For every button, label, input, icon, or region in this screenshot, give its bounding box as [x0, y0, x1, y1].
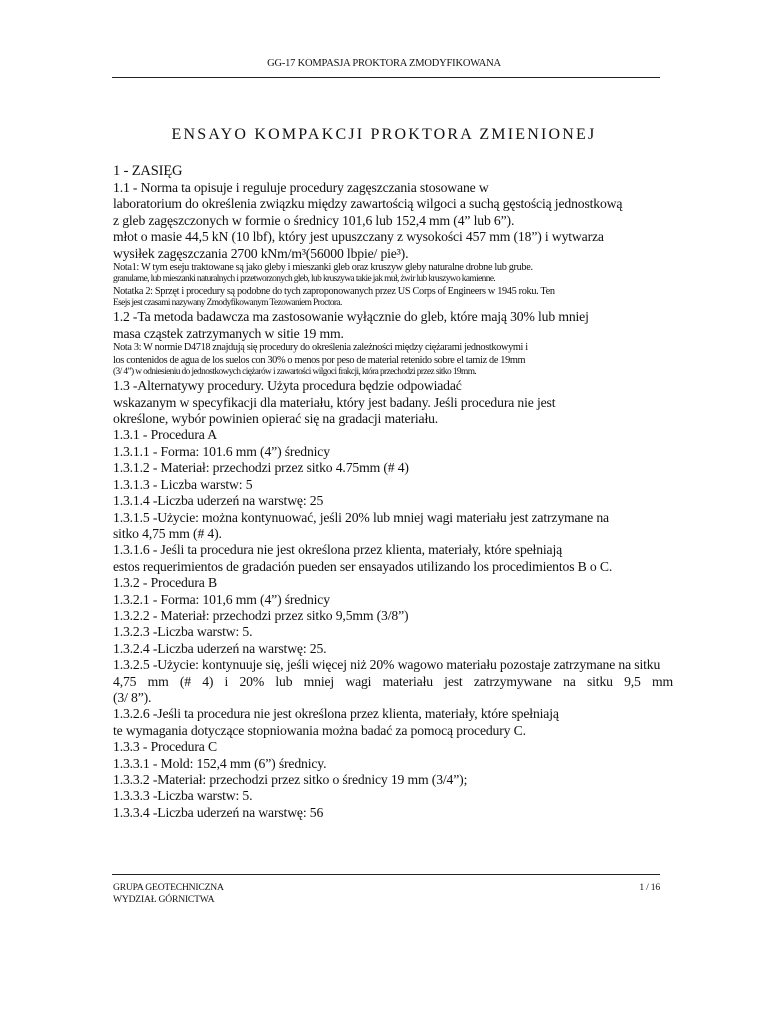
note-text-line: (3/ 4”) w odniesieniu do jednostkowych ciężarów i zawartości wilgoci frakcji, która przechodzi przez sitko 19mm. [113, 366, 477, 377]
note-text-line: Nota1: W tym eseju traktowane są jako gleby i mieszanki gleb oraz kruszyw gleby naturalne drobne lub grube. [113, 262, 533, 274]
body-text-line: 1.3.2.6 -Jeśli ta procedura nie jest określona przez klienta, materiały, które spełniają [113, 706, 559, 722]
body-text-line: 1.3.3 - Procedura C [113, 739, 217, 755]
body-text-line: 1.3.1.4 -Liczba uderzeń na warstwę: 25 [113, 493, 324, 509]
footer-org-line1: GRUPA GEOTECHNICZNA [113, 882, 224, 893]
footer-org [113, 882, 224, 905]
body-text-line: sitko 4,75 mm (# 4). [113, 525, 222, 541]
body-text-line: 1.2 -Ta metoda badawcza ma zastosowanie wyłącznie do gleb, które mają 30% lub mniej [113, 309, 589, 325]
body-text-line: 1.3.1.5 -Użycie: można kontynuować, jeśli 20% lub mniej wagi materiału jest zatrzymane na [113, 509, 609, 525]
body-text-line: 1.3.3.2 -Materiał: przechodzi przez sitko o średnicy 19 mm (3/4”); [113, 772, 468, 787]
note-text-line: los contenidos de agua de los suelos con 30% o menos por peso de material retenido sobre el tamiz de 19mm [113, 354, 526, 366]
note-text-line: Notatka 2: Sprzęt i procedury są podobne do tych zaproponowanych przez US Corps of Engineers w 1945 roku. Ten [113, 285, 555, 297]
body-text-line: te wymagania dotyczące stopniowania można badać za pomocą procedury C. [113, 722, 526, 738]
body-text-line: wskazanym w specyfikacji dla materiału, który jest badany. Jeśli procedura nie jest [113, 394, 556, 410]
section-heading: 1 - ZASIĘG [113, 163, 183, 179]
document-body [113, 162, 673, 821]
body-text-line: 1.3.1.1 - Forma: 101.6 mm (4”) średnicy [113, 443, 330, 459]
body-text-line: 4,75 mm (# 4) i 20% lub mniej wagi materiału jest zatrzymywane na sitku 9,5 mm [113, 673, 673, 689]
body-text-line: 1.3.2.2 - Materiał: przechodzi przez sitko 9,5mm (3/8”) [113, 607, 409, 623]
body-text-line: 1.3.1.3 - Liczba warstw: 5 [113, 476, 253, 492]
body-text-line: 1.3.2 - Procedura B [113, 575, 217, 591]
body-text-line: 1.3 -Alternatywy procedury. Użyta procedura będzie odpowiadać [113, 378, 462, 394]
note-text-line: Esejs jest czasami nazywany Zmodyfikowanym Tezowaniem Proctora. [113, 298, 342, 309]
body-text-line: laboratorium do określenia związku między zawartością wilgoci a suchą gęstością jednostkową [113, 196, 623, 212]
body-text-line: 1.3.1.6 - Jeśli ta procedura nie jest określona przez klienta, materiały, które spełniają [113, 542, 563, 558]
body-text-line: 1.3.1.2 - Materiał: przechodzi przez sitko 4.75mm (# 4) [113, 460, 409, 476]
note-text-line: Nota 3: W normie D4718 znajdują się procedury do określenia zależności między ciężarami jednostkowymi i [113, 342, 528, 354]
body-text-line: wysiłek zagęszczania 2700 kNm/m³(56000 lbpie/ pie³). [113, 245, 409, 261]
body-text-line: 1.3.2.5 -Użycie: kontynuuje się, jeśli więcej niż 20% wagowo materiału pozostaje zatrzymane na sitku [113, 657, 661, 673]
body-text-line: 1.3.2.1 - Forma: 101,6 mm (4”) średnicy [113, 591, 330, 607]
body-text-line: 1.3.2.4 -Liczba uderzeń na warstwę: 25. [113, 640, 327, 656]
body-text-line: 1.1 - Norma ta opisuje i reguluje procedury zagęszczania stosowane w [113, 180, 489, 195]
note-text-line: granulame, lub mieszanki naturalnych i przetworzonych gleb, lub kruszywa takie jak muł, żwir lub kruszywo kamienne. [113, 274, 496, 285]
body-text-line: 1.3.1 - Procedura A [113, 427, 217, 443]
footer-rule [112, 874, 660, 875]
body-text-line: określone, wybór powinien opierać się na gradacji materiału. [113, 411, 439, 427]
body-text-line: 1.3.3.1 - Mold: 152,4 mm (6”) średnicy. [113, 755, 327, 771]
page-number: 1 / 16 [639, 882, 660, 893]
body-text-line: 1.3.3.3 -Liczba warstw: 5. [113, 788, 253, 804]
body-text-line: masa cząstek zatrzymanych w sitie 19 mm. [113, 325, 344, 341]
document-title: ENSAYO KOMPAKCJI PROKTORA ZMIENIONEJ [171, 126, 597, 143]
running-header: GG-17 KOMPASJA PROKTORA ZMODYFIKOWANA [267, 58, 501, 69]
header-rule [112, 77, 660, 78]
body-text-line: z gleb zagęszczonych w formie o średnicy 101,6 lub 152,4 mm (4” lub 6”). [113, 212, 515, 228]
body-text-line: (3/ 8”). [113, 689, 152, 705]
body-text-line: 1.3.2.3 -Liczba warstw: 5. [113, 624, 253, 640]
body-text-line: estos requerimientos de gradación pueden ser ensayados utilizando los procedimientos B o C. [113, 558, 613, 574]
body-text-line: 1.3.3.4 -Liczba uderzeń na warstwę: 56 [113, 804, 324, 820]
footer-org-line2: WYDZIAŁ GÓRNICTWA [113, 893, 215, 905]
body-text-line: młot o masie 44,5 kN (10 lbf), który jest upuszczany z wysokości 457 mm (18”) i wytwarza [113, 229, 604, 245]
